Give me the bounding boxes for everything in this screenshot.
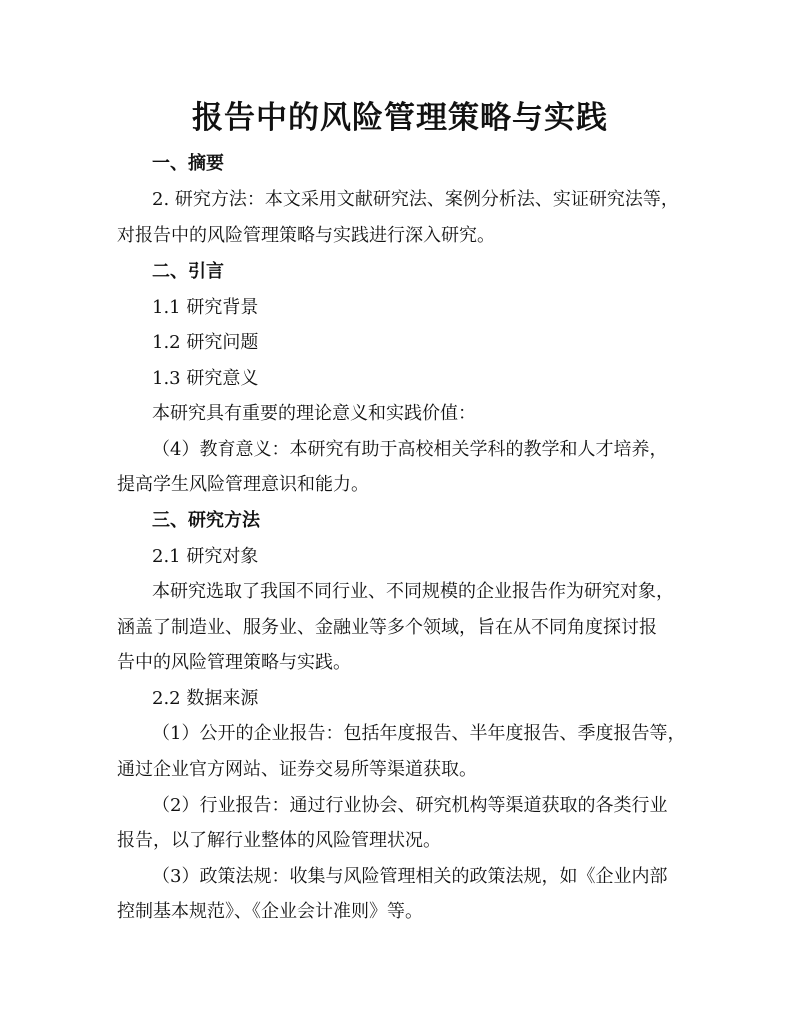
abstract-heading: 一、摘要 [152, 153, 224, 174]
research-object-line-3: 告中的风险管理策略与实践。 [117, 652, 351, 673]
data-source-3-line-2: 控制基本规范》、《企业会计准则》等。 [117, 901, 423, 922]
method-heading: 三、研究方法 [152, 510, 260, 531]
education-significance-line-1: （4）教育意义：本研究有助于高校相关学科的教学和人才培养， [152, 439, 668, 460]
section-1-2: 1.2 研究问题 [152, 332, 259, 353]
research-object-line-1: 本研究选取了我国不同行业、不同规模的企业报告作为研究对象， [152, 581, 674, 602]
data-source-2-line-2: 报告，以了解行业整体的风险管理状况。 [117, 830, 441, 851]
section-1-3: 1.3 研究意义 [152, 368, 259, 389]
page-title: 报告中的风险管理策略与实践 [192, 100, 608, 136]
section-2-1: 2.1 研究对象 [152, 546, 259, 567]
education-significance-line-2: 提高学生风险管理意识和能力。 [117, 474, 369, 495]
abstract-paragraph-line-2: 对报告中的风险管理策略与实践进行深入研究。 [117, 225, 495, 246]
data-source-1-line-2: 通过企业官方网站、证券交易所等渠道获取。 [117, 759, 477, 780]
intro-heading: 二、引言 [152, 261, 224, 282]
research-object-line-2: 涵盖了制造业、服务业、金融业等多个领域，旨在从不同角度探讨报 [117, 617, 657, 638]
section-1-1: 1.1 研究背景 [152, 297, 259, 318]
abstract-paragraph-line-1: 2. 研究方法：本文采用文献研究法、案例分析法、实证研究法等， [152, 189, 679, 210]
data-source-2-line-1: （2）行业报告：通过行业协会、研究机构等渠道获取的各类行业 [152, 795, 668, 816]
section-2-2: 2.2 数据来源 [152, 688, 259, 709]
data-source-1-line-1: （1）公开的企业报告：包括年度报告、半年度报告、季度报告等， [152, 723, 686, 744]
data-source-3-line-1: （3）政策法规：收集与风险管理相关的政策法规，如《企业内部 [152, 866, 668, 887]
significance-intro: 本研究具有重要的理论意义和实践价值： [152, 403, 476, 424]
